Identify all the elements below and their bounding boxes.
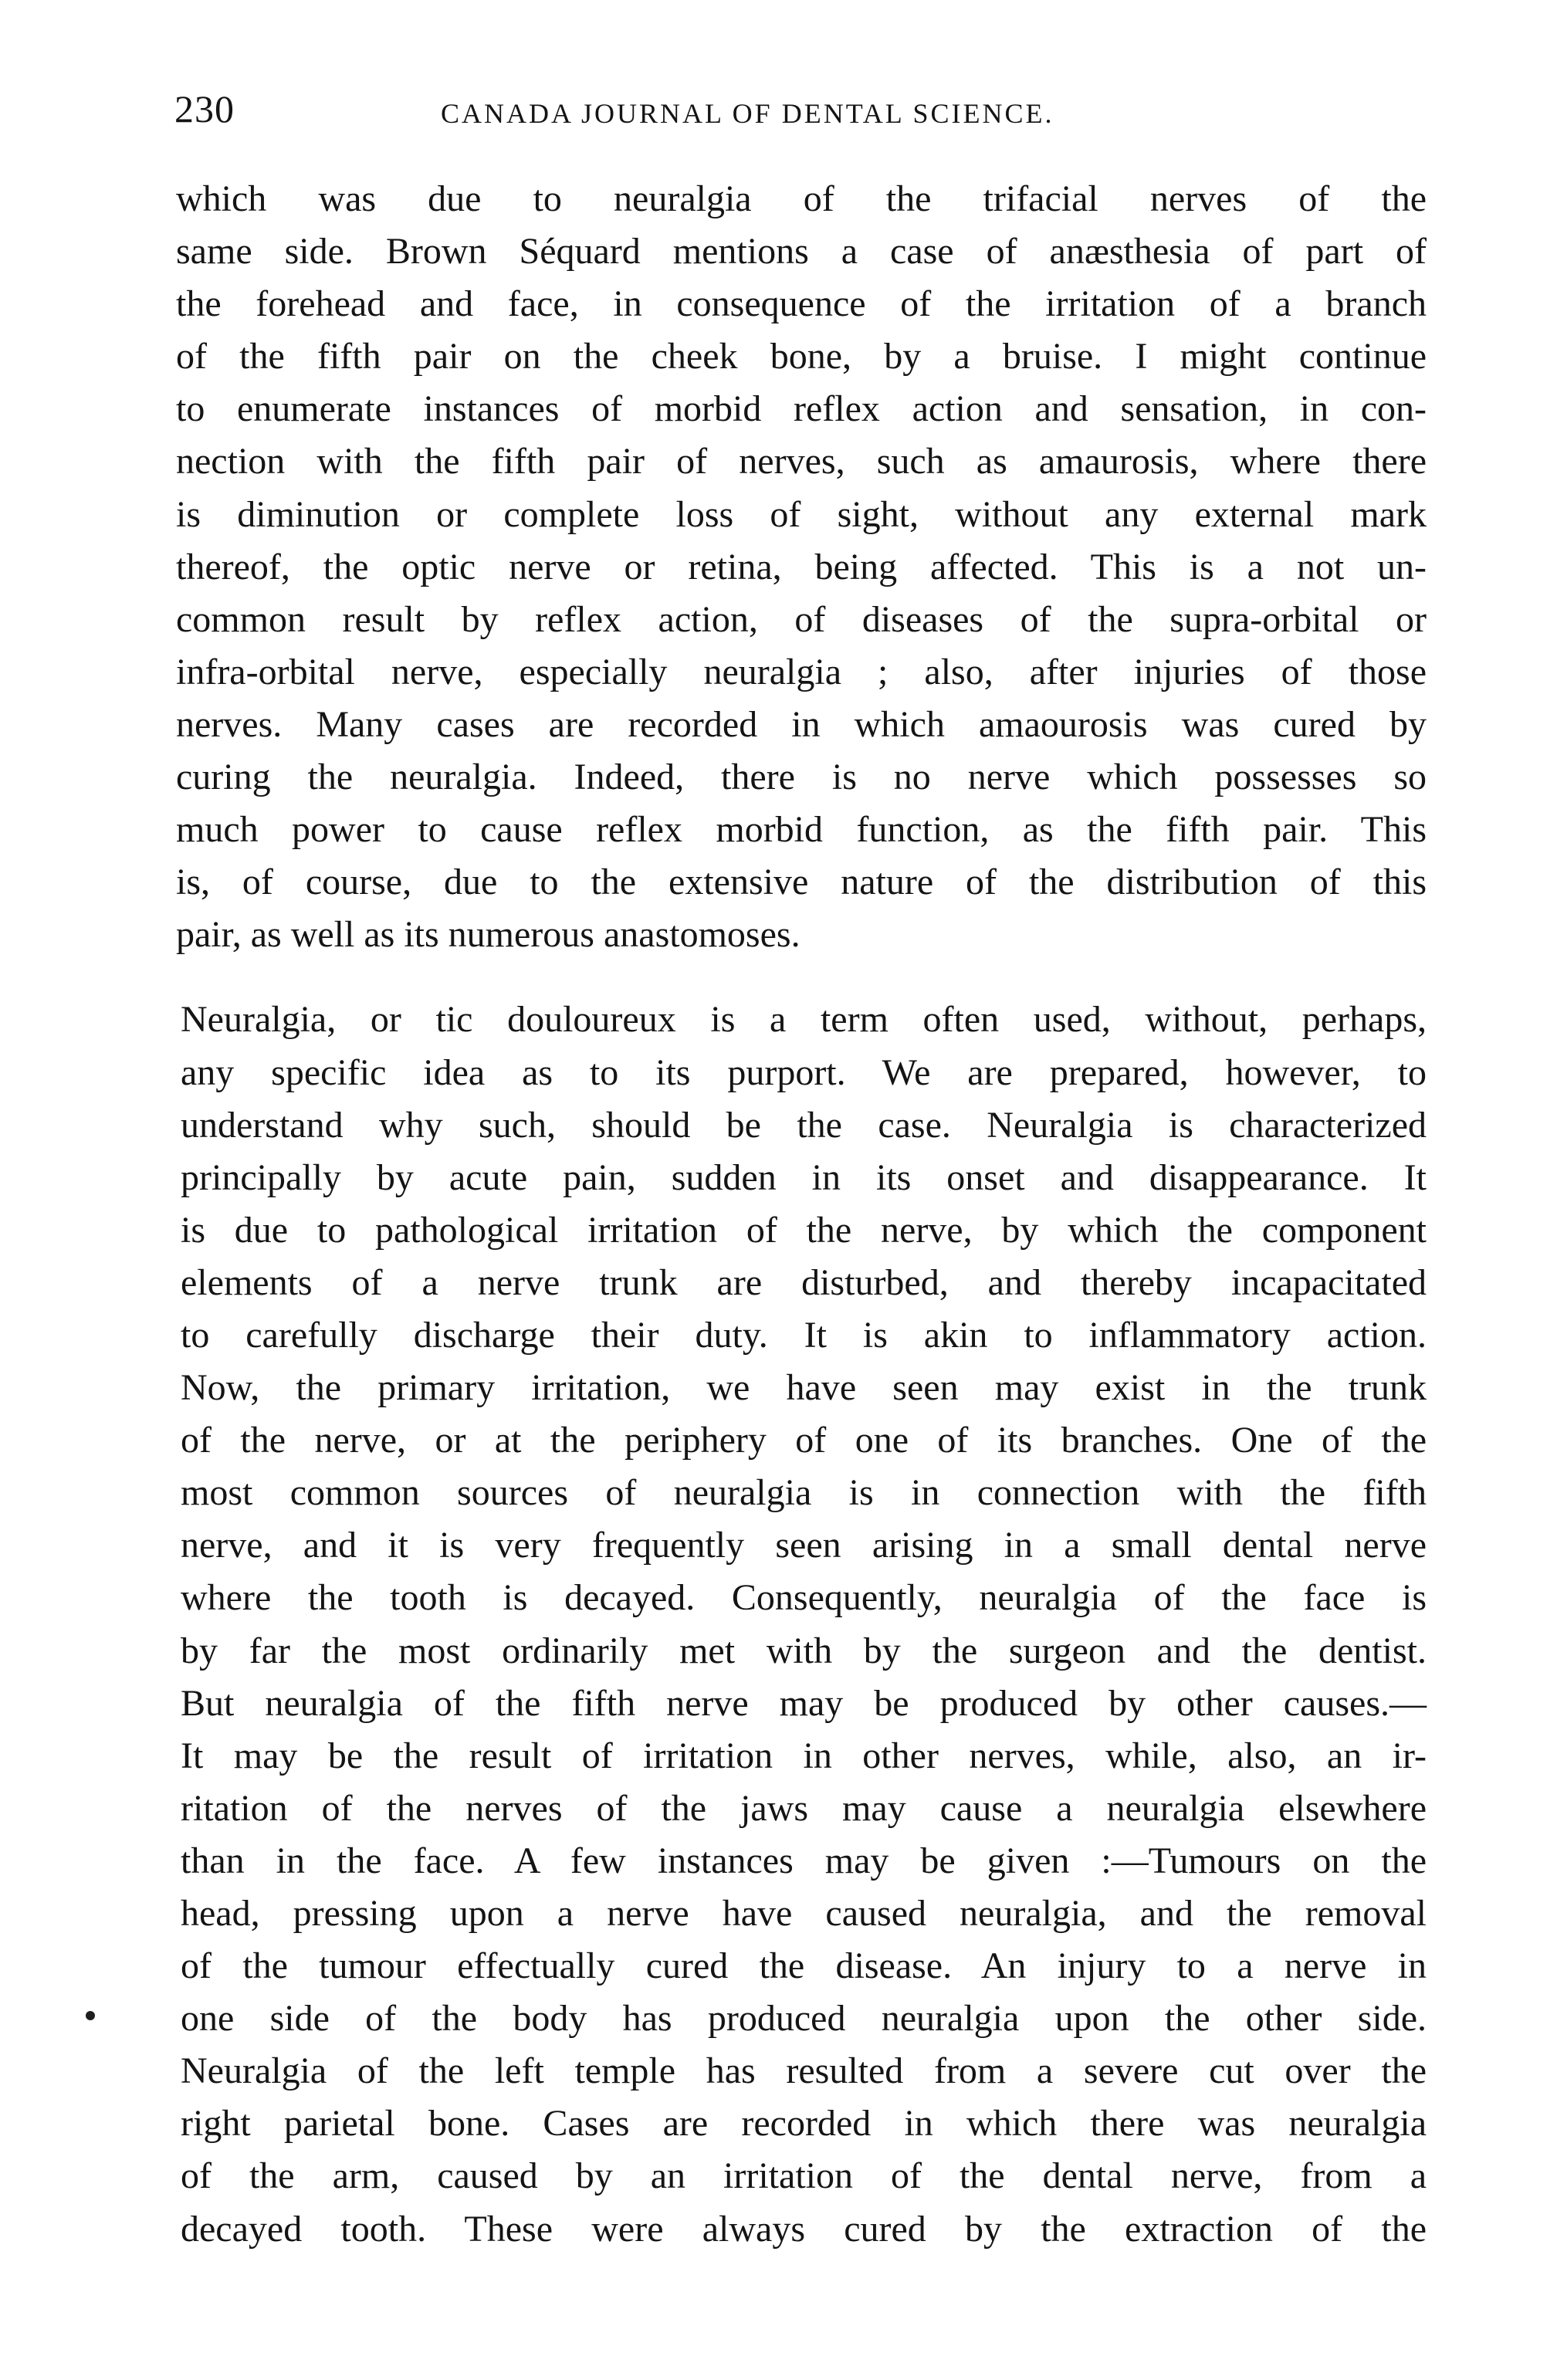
text-line: head, pressing upon a nerve have caused neuralgia, and the removal: [181, 1893, 1427, 1934]
text-line: Neuralgia, or tic douloureux is a term often used, without, perhaps,: [181, 999, 1427, 1041]
text-line: Now, the primary irritation, we have seen may exist in the trunk: [181, 1367, 1427, 1409]
text-line: principally by acute pain, sudden in its onset and disappearance. It: [181, 1156, 1427, 1198]
text-line: of the tumour effectually cured the disease. An injury to a nerve in: [181, 1945, 1427, 1987]
text-line: elements of a nerve trunk are disturbed, and thereby incapacitated: [181, 1261, 1427, 1303]
text-line: of the fifth pair on the cheek bone, by a bruise. I might continue: [176, 336, 1427, 377]
text-line: nection with the fifth pair of nerves, such as amaurosis, where there: [176, 441, 1427, 482]
text-line: of the arm, caused by an irritation of the dental nerve, from a: [181, 2155, 1427, 2197]
text-line: pair, as well as its numerous anastomoses.: [176, 914, 801, 956]
text-line: nerves. Many cases are recorded in which amaourosis was cured by: [176, 703, 1427, 745]
text-line: Neuralgia of the left temple has resulted from a severe cut over the: [181, 2050, 1427, 2092]
text-line: ritation of the nerves of the jaws may cause a neuralgia elsewhere: [181, 1787, 1427, 1829]
text-line: infra-orbital nerve, especially neuralgia ; also, after injuries of those: [176, 651, 1427, 692]
running-title: CANADA JOURNAL OF DENTAL SCIENCE.: [441, 98, 1054, 129]
text-line: one side of the body has produced neuralgia upon the other side.: [181, 1998, 1427, 2040]
text-line: same side. Brown Séquard mentions a case of anæsthesia of part of: [176, 231, 1427, 273]
text-line: thereof, the optic nerve or retina, being affected. This is a not un-: [176, 546, 1427, 587]
text-line: to enumerate instances of morbid reflex action and sensation, in con-: [176, 388, 1427, 430]
paragraph-1: [176, 173, 1427, 961]
paragraph-2: [176, 994, 1427, 2255]
text-line: most common sources of neuralgia is in connection with the fifth: [181, 1472, 1427, 1514]
text-line: right parietal bone. Cases are recorded in which there was neuralgia: [181, 2103, 1427, 2145]
text-line: It may be the result of irritation in other nerves, while, also, an ir-: [181, 1735, 1427, 1776]
text-line: understand why such, should be the case. Neuralgia is characterized: [181, 1104, 1427, 1146]
text-line: nerve, and it is very frequently seen arising in a small dental nerve: [181, 1525, 1427, 1566]
page-number: 230: [174, 87, 235, 130]
text-line: to carefully discharge their duty. It is akin to inflammatory action.: [181, 1314, 1427, 1356]
ink-speck: [86, 2011, 95, 2020]
text-line: where the tooth is decayed. Consequently, neuralgia of the face is: [181, 1577, 1427, 1619]
text-line: is due to pathological irritation of the nerve, by which the component: [181, 1209, 1427, 1251]
text-line: common result by reflex action, of diseases of the supra-orbital or: [176, 598, 1427, 640]
text-line: curing the neuralgia. Indeed, there is no nerve which possesses so: [176, 757, 1427, 798]
text-line: which was due to neuralgia of the trifacial nerves of the: [176, 178, 1427, 219]
page-header: [174, 86, 1417, 140]
text-line: much power to cause reflex morbid function, as the fifth pair. This: [176, 809, 1427, 851]
body-text: [176, 173, 1427, 2256]
text-line: is diminution or complete loss of sight, without any external mark: [176, 493, 1427, 535]
text-line: decayed tooth. These were always cured by the extraction of the: [181, 2208, 1427, 2250]
text-line: But neuralgia of the fifth nerve may be produced by other causes.—: [181, 1682, 1427, 1724]
text-line: any specific idea as to its purport. We are prepared, however, to: [181, 1051, 1427, 1093]
text-line: of the nerve, or at the periphery of one of its branches. One of the: [181, 1420, 1427, 1461]
text-line: the forehead and face, in consequence of the irritation of a branch: [176, 283, 1427, 325]
text-line: than in the face. A few instances may be given :—Tumours on the: [181, 1840, 1427, 1881]
text-line: by far the most ordinarily met with by the surgeon and the dentist.: [181, 1630, 1427, 1671]
text-line: is, of course, due to the extensive nature of the distribution of this: [176, 862, 1427, 903]
